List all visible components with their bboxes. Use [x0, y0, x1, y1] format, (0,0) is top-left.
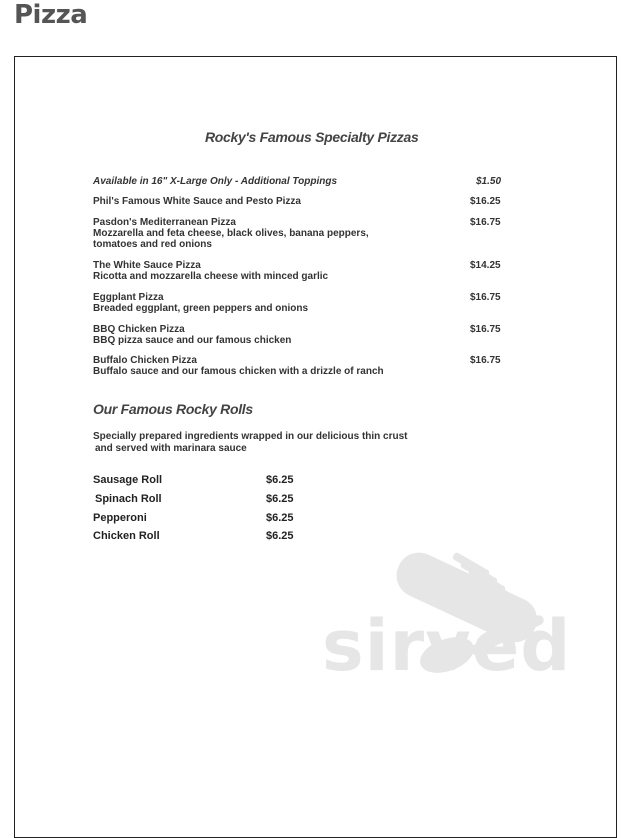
roll-item [93, 530, 294, 542]
menu-image [14, 56, 617, 838]
roll-item [93, 493, 294, 505]
menu-item-description: Ricotta and mozzarella cheese with minced garlic [93, 271, 329, 282]
menu-item-price: $16.25 [470, 196, 501, 207]
roll-price: $6.25 [266, 493, 294, 505]
rolls-intro [93, 431, 473, 455]
menu-item-description: BBQ pizza sauce and our famous chicken [93, 335, 292, 346]
menu-item-price: $16.75 [470, 292, 501, 303]
roll-name: Spinach Roll [95, 493, 162, 505]
menu-item [93, 196, 501, 207]
menu-item-name: Eggplant Pizza [93, 292, 164, 303]
toppings-note-price: $1.50 [476, 176, 502, 187]
menu-item [93, 292, 501, 314]
roll-price: $6.25 [266, 530, 294, 542]
menu-item [93, 324, 501, 346]
roll-item [93, 474, 294, 486]
toppings-note-row [93, 176, 502, 187]
toppings-note-label: Available in 16" X-Large Only - Additional Toppings [93, 176, 338, 187]
menu-item-name: BBQ Chicken Pizza [93, 324, 185, 335]
roll-price: $6.25 [266, 512, 294, 524]
menu-item-price: $16.75 [470, 355, 501, 366]
menu-item-name: Buffalo Chicken Pizza [93, 355, 197, 366]
specialty-pizzas-title: Rocky's Famous Specialty Pizzas [205, 129, 419, 145]
roll-item [93, 512, 294, 524]
roll-name: Pepperoni [93, 512, 147, 524]
menu-item [93, 260, 501, 282]
watermark-text: sirved [322, 605, 572, 687]
menu-item-price: $16.75 [470, 217, 501, 228]
menu-item-name: Pasdon's Mediterranean Pizza [93, 217, 236, 228]
rolls-intro-line: and served with marinara sauce [95, 443, 247, 454]
menu-item-name: Phil's Famous White Sauce and Pesto Pizza [93, 196, 301, 207]
menu-item-name: The White Sauce Pizza [93, 260, 201, 271]
roll-name: Chicken Roll [93, 530, 160, 542]
menu-item [93, 217, 501, 250]
menu-item-description: Buffalo sauce and our famous chicken with a drizzle of ranch [93, 366, 384, 377]
menu-item-price: $16.75 [470, 324, 501, 335]
menu-item-description: Breaded eggplant, green peppers and onions [93, 303, 309, 314]
menu-item [93, 355, 501, 377]
menu-item-price: $14.25 [470, 260, 501, 271]
roll-name: Sausage Roll [93, 474, 163, 486]
rolls-intro-line: Specially prepared ingredients wrapped in our delicious thin crust [93, 431, 408, 442]
menu-item-description: Mozzarella and feta cheese, black olives, banana peppers, [93, 228, 369, 239]
page-title: Pizza [14, 0, 88, 30]
menu-item-description: tomatoes and red onions [93, 239, 212, 250]
rocky-rolls-title: Our Famous Rocky Rolls [93, 401, 253, 417]
roll-price: $6.25 [266, 474, 294, 486]
